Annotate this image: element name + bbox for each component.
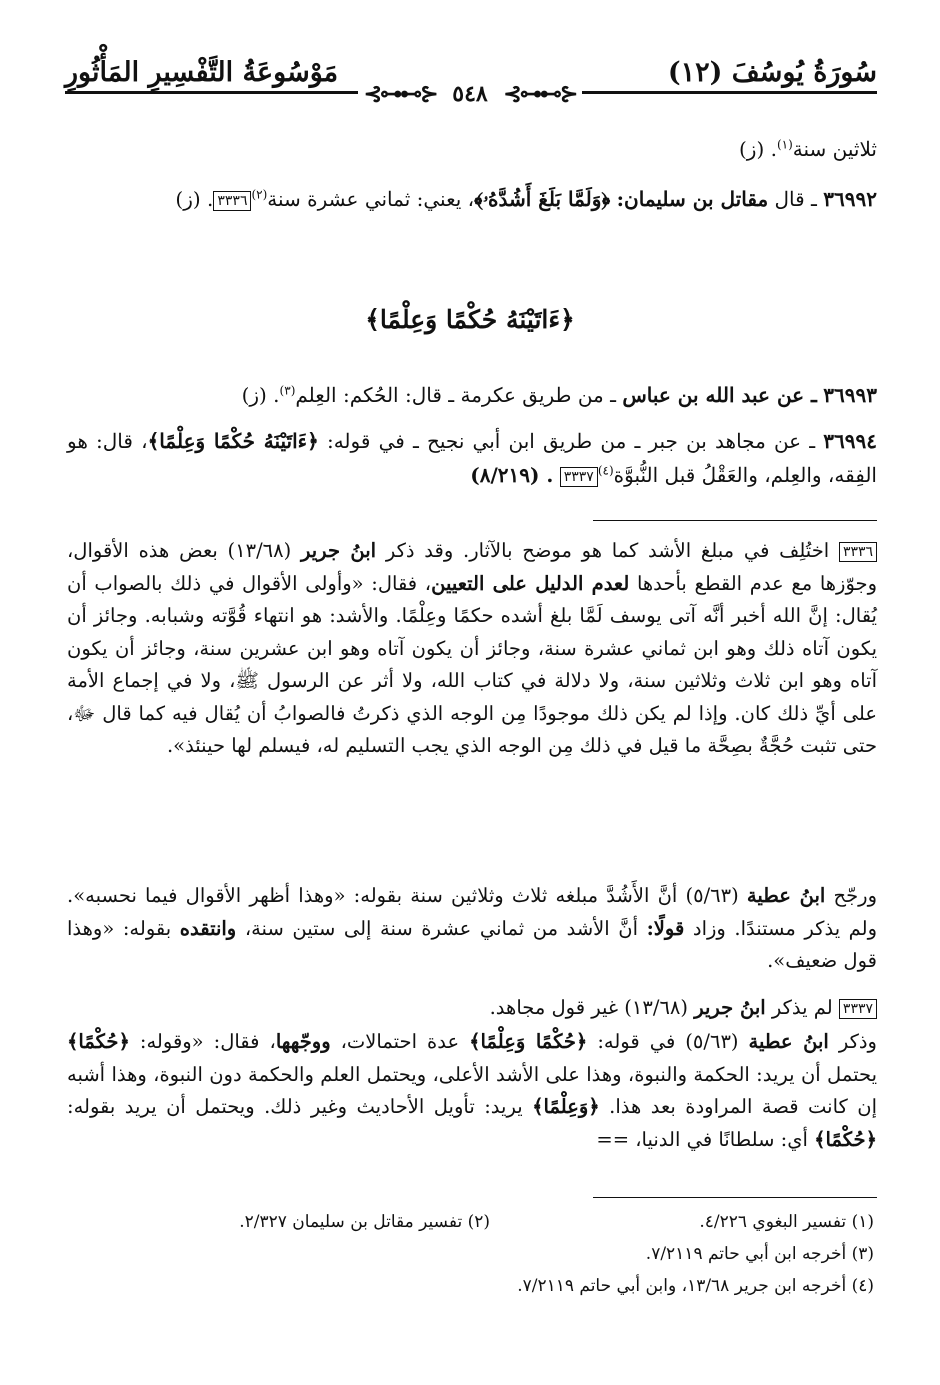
entry-36993	[67, 378, 877, 412]
footnote-3: (٣) أخرجه ابن أبي حاتم ٧/٢١١٩.	[645, 1244, 874, 1264]
entry-intro: ـ قال	[774, 187, 817, 211]
footnote-1: (١) تفسير البغوي ٤/٢٢٦.	[699, 1212, 874, 1232]
continuation-text: ثلاثين سنة	[792, 137, 877, 161]
commentary-text: اختُلِف في مبلغ الأشد كما هو موضح بالآثار. وقد ذكر	[385, 539, 830, 562]
commentary-text: يحتمل أن يريد: الحكمة والنبوة، وهذا على الأشد الأعلى، ويحتمل العلم والحكمة دون النبوة، وهذا أشبه إن كانت قصة المراودة بعد هذا.	[67, 1062, 877, 1118]
commentary-text: عدة احتمالات،	[340, 1030, 460, 1053]
entry-number: ٣٦٩٩٣	[823, 383, 877, 407]
scholar-name: ابنُ عطية	[748, 1030, 829, 1053]
commentary-3336	[67, 535, 877, 763]
entry-tail: . (ز)	[175, 187, 214, 211]
commentary-text: (١٣/٦٨) غير قول مجاهد.	[489, 996, 688, 1019]
quran-quote: ﴿ءَاتَيْنَهُ حُكْمًا وَعِلْمًا﴾	[147, 429, 319, 453]
scholar-name: ابنُ عطية	[746, 884, 826, 907]
section-heading-ayah: ﴿ءَاتَيْنَهُ حُكْمًا وَعِلْمًا﴾	[365, 305, 575, 334]
quran-quote: ﴿حُكْمًا﴾	[814, 1127, 877, 1151]
quran-quote: ﴿وَعِلْمًا﴾	[532, 1095, 600, 1118]
emphasis-text: قولًا:	[646, 916, 685, 940]
surah-title: سُورَةُ يُوسُفَ (١٢)	[667, 57, 877, 88]
entry-number: ٣٦٩٩٤	[823, 429, 878, 453]
entry-text: ـ عن مجاهد بن جبر ـ من طريق ابن أبي نجيح ـ في قوله:	[326, 429, 816, 453]
page-number: ٥٤٨	[452, 81, 488, 107]
ornament-left: ⊰⊶⊷⊱	[363, 81, 437, 107]
commentary-marker: ٣٣٣٦	[213, 191, 251, 211]
narrator-name: ـ عن عبد الله بن عباس	[622, 383, 817, 407]
footnote-4: (٤) أخرجه ابن جرير ١٣/٦٨، وابن أبي حاتم ٧/٢١١٩.	[517, 1276, 874, 1296]
commentary-text: لم يذكر	[771, 996, 833, 1019]
commentary-text: يريد: تأويل الأحاديث وغير ذلك. ويحتمل أن يريد بقوله:	[67, 1095, 523, 1118]
quran-quote: ﴿حُكْمًا وَعِلْمًا﴾	[469, 1030, 588, 1053]
commentary-marker: ٣٣٣٧	[839, 999, 877, 1019]
ornament-right: ⊰⊶⊷⊱	[503, 81, 577, 107]
commentary-text: أنَّ الأشد من ثماني عشرة سنة إلى ستين سنة،	[244, 916, 639, 940]
footnote-rule	[593, 1197, 877, 1198]
footnote-2: (٢) تفسير مقاتل بن سليمان ٢/٣٢٧.	[239, 1212, 490, 1232]
commentary-marker: ٣٣٣٧	[560, 467, 598, 487]
scholar-name: ابنُ جرير	[694, 996, 766, 1019]
book-title: مَوْسُوعَةُ التَّفْسِيرِ المَأْثُورِ	[65, 57, 339, 88]
footnote-ref-1: (١)	[776, 137, 793, 152]
narrator-name: مقاتل بن سليمان:	[616, 187, 769, 211]
emphasis-text: وانتقده	[179, 916, 237, 940]
commentary-rule	[593, 520, 877, 521]
footnote-ref-2: (٢)	[251, 187, 268, 202]
emphasis-text: لعدم الدليل على التعيين	[431, 571, 630, 595]
commentary-text: (١٣/٦٨) بعض هذه الأقوال، وجوّزها مع عدم القطع بأحدها	[67, 539, 878, 595]
commentary-text: أي: سلطانًا في الدنيا، ==	[596, 1127, 808, 1151]
commentary-quote: ، فقال: «وأولى الأقوال في ذلك بالصواب أن يُقال: إنَّ الله أخبر أنَّه آتى يوسف لَمَّا بلغ أشده حكمًا وعِلْمًا. والأشد: هو انتهاء قُوَّته وشبابه. وجائز أن يكون آتاه ذلك وهو ابن ثماني عشرة سنة، وجائز أن يكون آتاه وهو ابن عشرين سنة، وجائز أن يكون آتاه وهو ابن ثلاث وثلاثين سنة، ولا دلالة في كتاب الله، ولا أثر عن الرسول ﷺ، ولا في إجماع الأمة على أيِّ ذلك كان. وإذا لم يكن ذلك موجودًا مِن الوجه الذي ذكرتُ فالصوابُ أن يُقال فيه كما قال ﷻ، حتى تثبت حُجَّةٌ بصِحَّة ما قيل في ذلك مِن الوجه الذي يجب التسليم له، فيسلم لها حينئذ».	[67, 571, 877, 757]
commentary-text: (٥/٦٣) أنَّ الأَشُدَّ مبلغه ثلاث وثلاثين سنة بقوله: «وهذا أظهر الأقوال فيما نحسبه». ولم يذكر مستندًا. وزاد	[67, 884, 878, 940]
footnote-ref-4: (٤)	[597, 463, 614, 478]
entry-36994	[67, 424, 877, 492]
commentary-3336-b	[67, 880, 877, 978]
entry-number: ٣٦٩٩٢	[823, 187, 877, 211]
quran-quote: ﴿وَلَمَّا بَلَغَ أَشُدَّهُۥ﴾	[474, 187, 611, 211]
entry-tail: . (٨/٢١٩)	[470, 463, 554, 487]
commentary-text: ، فقال: «وقوله:	[139, 1030, 276, 1053]
commentary-text: وذكر	[838, 1030, 877, 1053]
commentary-text: بقوله: «وهذا قول ضعيف».	[67, 916, 877, 972]
entry-36992	[67, 182, 877, 216]
commentary-text: (٥/٦٣) في قوله:	[597, 1030, 739, 1053]
page-number-band	[0, 82, 940, 106]
scholar-name: ابنُ جرير	[301, 539, 377, 562]
entry-text: ـ من طريق عكرمة ـ قال: الحُكم: العِلم	[295, 383, 616, 407]
commentary-text: ورجّح	[833, 884, 878, 907]
continuation-tail: . (ز)	[738, 137, 777, 161]
entry-text-2: ، قال: هو الفِقه، والعِلم، والعَقْلُ قبل النُّبوَّة	[67, 429, 877, 487]
quran-quote: ﴿حُكْمًا﴾	[67, 1030, 130, 1053]
entry-text: ، يعني: ثماني عشرة سنة	[267, 187, 475, 211]
commentary-3337	[67, 992, 877, 1025]
commentary-marker: ٣٣٣٦	[839, 542, 877, 562]
emphasis-text: ووجّهها	[275, 1030, 331, 1053]
footnote-ref-3: (٣)	[279, 383, 296, 398]
entry-continuation	[67, 132, 877, 166]
commentary-3337-b	[67, 1026, 877, 1156]
entry-tail: . (ز)	[241, 383, 280, 407]
